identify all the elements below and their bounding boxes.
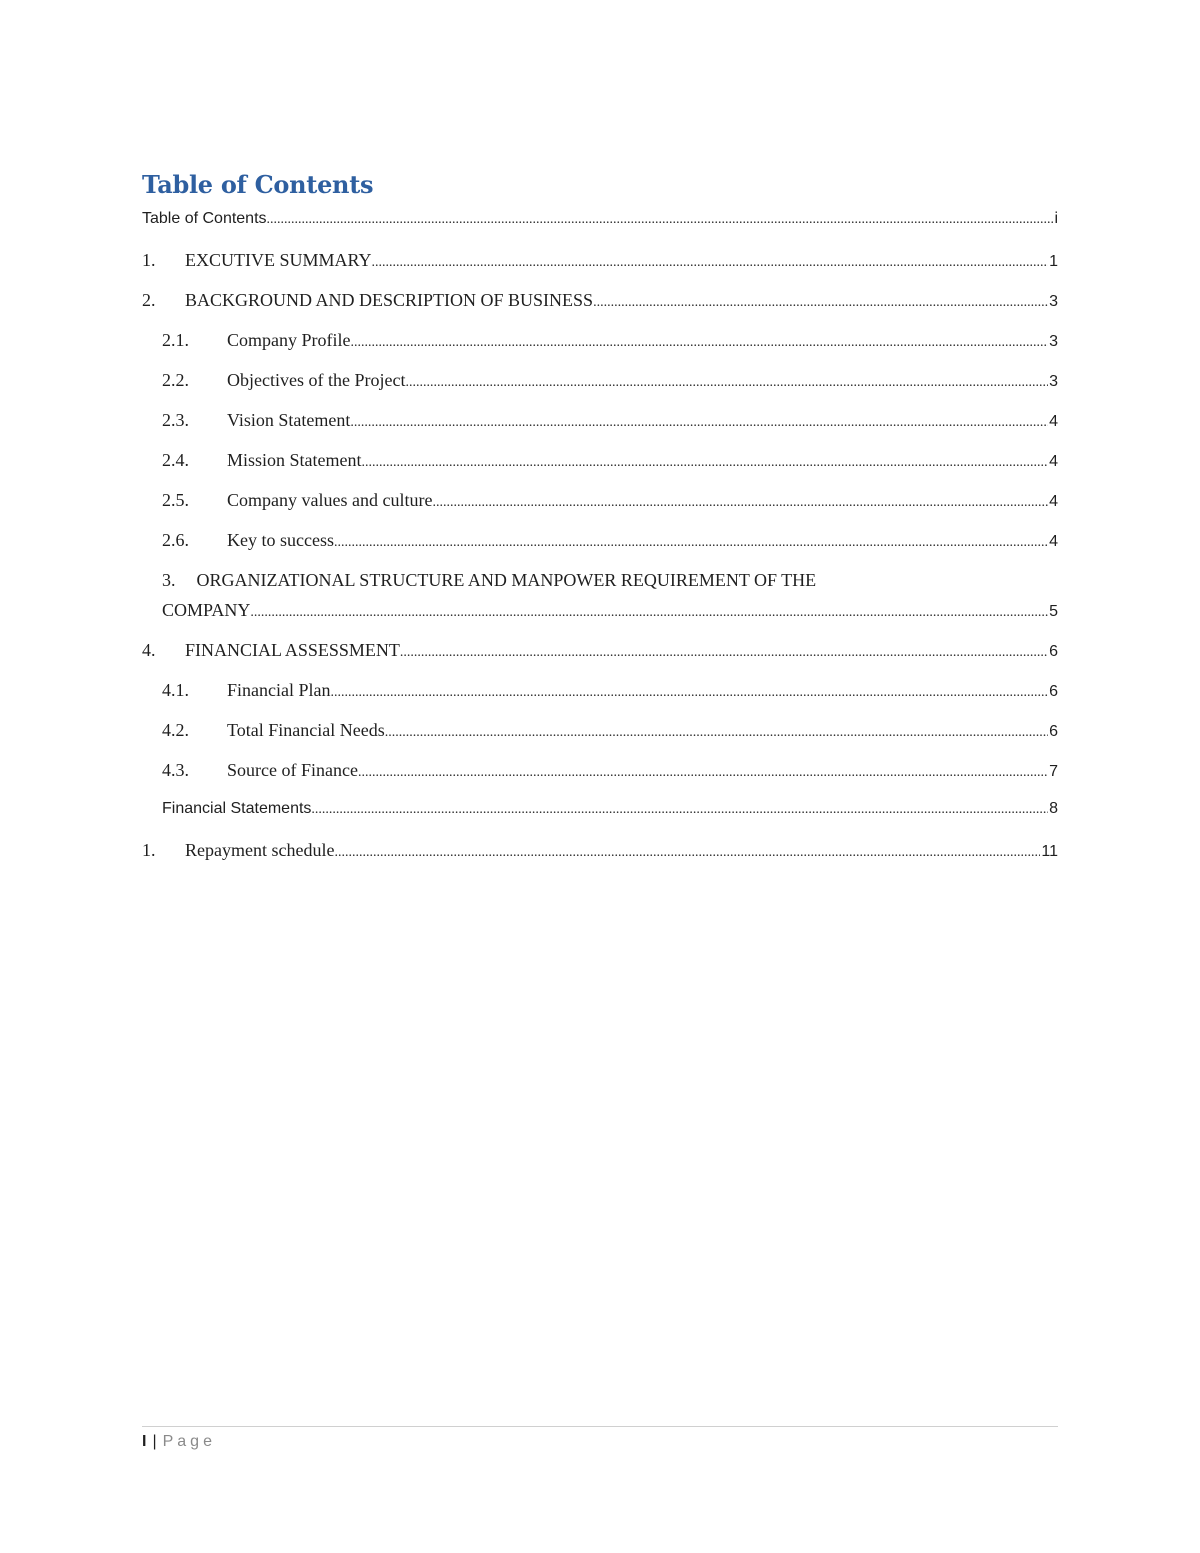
toc-entry-number: 2.4. <box>162 450 189 470</box>
dot-leader <box>351 330 1049 351</box>
toc-entry-page: 4 <box>1049 453 1058 470</box>
toc-entry-number: 3. <box>162 570 176 590</box>
toc-entry-label: Table of Contents <box>142 210 267 227</box>
dot-leader <box>358 760 1048 781</box>
toc-heading: Table of Contents <box>142 170 374 199</box>
dot-leader <box>334 840 1040 861</box>
toc-entry-page: 4 <box>1049 533 1058 550</box>
toc-entry-number: 2.3. <box>162 410 189 430</box>
toc-entry-page: 11 <box>1041 843 1058 860</box>
toc-entry-label: Source of Finance <box>227 760 358 780</box>
toc-entry-label: FINANCIAL ASSESSMENT <box>185 640 400 660</box>
toc-entry-page: 6 <box>1049 723 1058 740</box>
footer-page-word: Page <box>162 1433 216 1450</box>
footer-divider <box>142 1426 1058 1427</box>
footer-page-number: I <box>142 1433 147 1450</box>
page-footer <box>142 1433 216 1451</box>
toc-entry-label: Financial Plan <box>227 680 331 700</box>
toc-entry-number: 2.1. <box>162 330 189 350</box>
toc-entry-number: 1. <box>142 840 156 860</box>
dot-leader <box>385 720 1048 741</box>
toc-entry-label: Company values and culture <box>227 490 433 510</box>
dot-leader <box>311 800 1048 818</box>
toc-entry-label: EXCUTIVE SUMMARY <box>185 250 372 270</box>
toc-entry-page: 1 <box>1049 253 1058 270</box>
toc-entry-number: 2. <box>142 290 156 310</box>
toc-entry-page: i <box>1054 210 1058 227</box>
toc-entry-repayment-schedule[interactable] <box>142 840 1058 864</box>
toc-entry-organizational-structure-line1[interactable] <box>162 570 816 591</box>
toc-entry-label: Key to success <box>227 530 334 550</box>
toc-entry-label: Financial Statements <box>162 800 312 817</box>
toc-entry-page: 3 <box>1049 293 1058 310</box>
dot-leader <box>372 250 1049 271</box>
toc-entry-label: BACKGROUND AND DESCRIPTION OF BUSINESS <box>185 290 594 310</box>
toc-entry-key-to-success[interactable] <box>162 530 1058 554</box>
toc-entry-label: Objectives of the Project <box>227 370 406 390</box>
dot-leader <box>250 600 1048 621</box>
toc-entry-organizational-structure[interactable] <box>162 600 1058 624</box>
toc-entry-number: 4.2. <box>162 720 189 740</box>
dot-leader <box>400 640 1048 661</box>
toc-entry-number: 1. <box>142 250 156 270</box>
toc-entry-objectives[interactable] <box>162 370 1058 394</box>
toc-entry-number: 4.1. <box>162 680 189 700</box>
dot-leader <box>267 210 1054 228</box>
toc-entry-number: 2.2. <box>162 370 189 390</box>
toc-entry-label: Mission Statement <box>227 450 362 470</box>
toc-entry-page: 7 <box>1049 763 1058 780</box>
toc-entry-page: 4 <box>1049 413 1058 430</box>
toc-entry-label: Total Financial Needs <box>227 720 385 740</box>
toc-entry-number: 2.6. <box>162 530 189 550</box>
dot-leader <box>593 290 1048 311</box>
toc-entry-executive-summary[interactable] <box>142 250 1058 274</box>
toc-entry-page: 5 <box>1049 603 1058 620</box>
toc-entry-page: 4 <box>1049 493 1058 510</box>
footer-separator: | <box>152 1433 157 1450</box>
dot-leader <box>350 410 1048 431</box>
toc-entry-background[interactable] <box>142 290 1058 314</box>
toc-entry-label: Vision Statement <box>227 410 351 430</box>
toc-entry-label: Repayment schedule <box>185 840 335 860</box>
dot-leader <box>432 490 1048 511</box>
toc-entry-label: ORGANIZATIONAL STRUCTURE AND MANPOWER REQUIREMENT OF THE <box>196 570 817 590</box>
dot-leader <box>334 530 1048 551</box>
toc-entry-total-financial-needs[interactable] <box>162 720 1058 744</box>
dot-leader <box>362 450 1049 471</box>
toc-entry-number: 2.5. <box>162 490 189 510</box>
dot-leader <box>330 680 1048 701</box>
toc-entry-values[interactable] <box>162 490 1058 514</box>
toc-entry-vision[interactable] <box>162 410 1058 434</box>
toc-entry-label: Company Profile <box>227 330 351 350</box>
toc-entry-financial-statements[interactable] <box>162 800 1058 824</box>
toc-entry-number: 4. <box>142 640 156 660</box>
toc-entry-page: 6 <box>1049 683 1058 700</box>
toc-entry-source-of-finance[interactable] <box>162 760 1058 784</box>
toc-entry-number: 4.3. <box>162 760 189 780</box>
toc-entry-company-profile[interactable] <box>162 330 1058 354</box>
toc-entry-page: 6 <box>1049 643 1058 660</box>
toc-entry-page: 3 <box>1049 333 1058 350</box>
toc-entry-label-continued: COMPANY <box>162 600 251 620</box>
toc-entry-table-of-contents[interactable] <box>142 210 1058 234</box>
toc-entry-financial-assessment[interactable] <box>142 640 1058 664</box>
toc-entry-page: 8 <box>1049 800 1058 817</box>
toc-entry-mission[interactable] <box>162 450 1058 474</box>
dot-leader <box>405 370 1048 391</box>
toc-entry-financial-plan[interactable] <box>162 680 1058 704</box>
toc-entry-page: 3 <box>1049 373 1058 390</box>
